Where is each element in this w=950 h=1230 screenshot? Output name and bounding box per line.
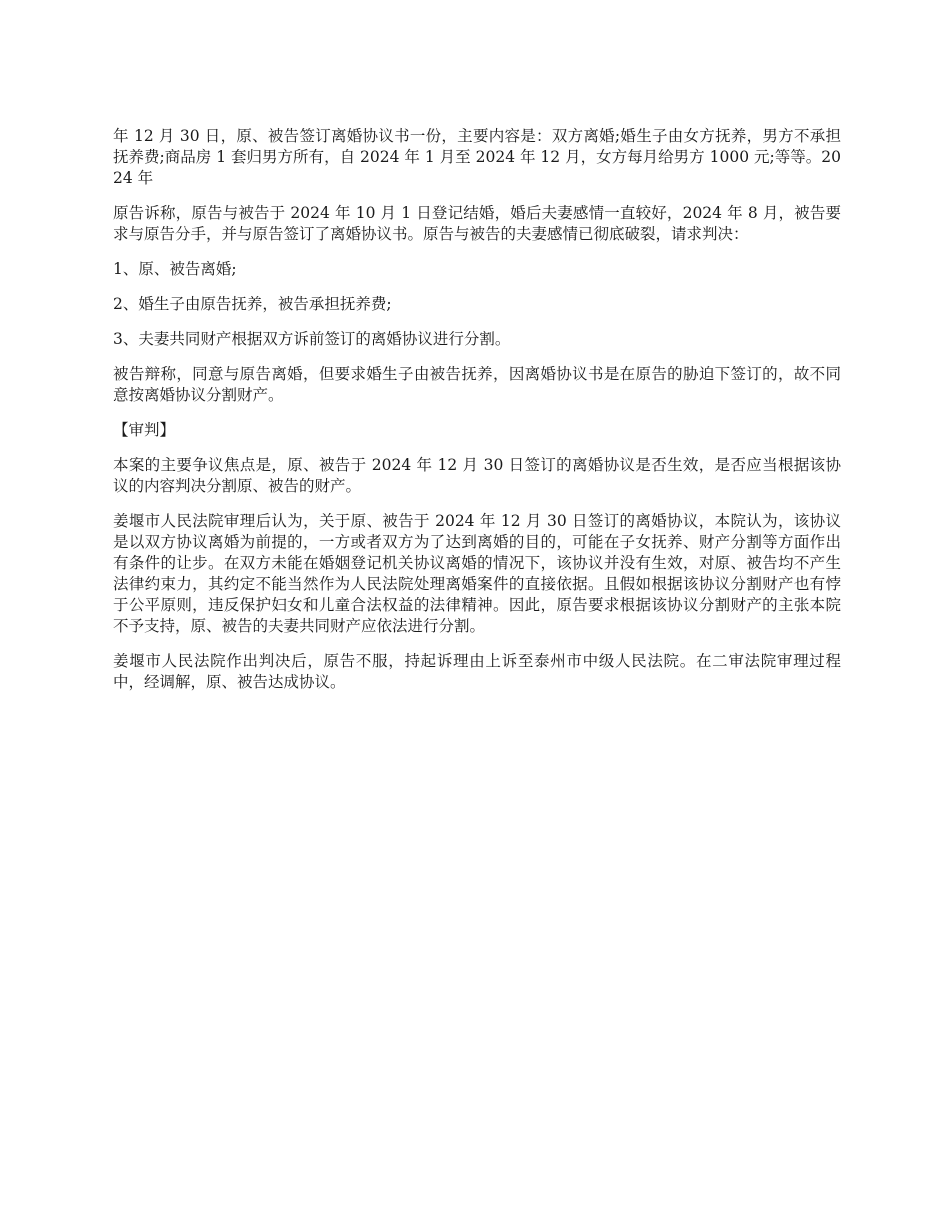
paragraph-appeal-outcome: 姜堰市人民法院作出判决后，原告不服，持起诉理由上诉至泰州市中级人民法院。在二审法院审理过程中，经调解，原、被告达成协议。 — [113, 652, 841, 691]
paragraph-court-opinion: 姜堰市人民法院审理后认为，关于原、被告于 2024 年 12 月 30 日签订的离婚协议，本院认为，该协议是以双方协议离婚为前提的，一方或者双方为了达到离婚的目的，可能在子女抚养、财产分割等方面作出有条件的让步。在双方未能在婚姻登记机关协议离婚的情况下，该协议并没有生效，对原、被告均不产生法律约束力，其约定不能当然作为人民法院处理离婚案件的直接依据。且假如根据该协议分割财产也有悖于公平原则，违反保护妇女和儿童合法权益的法律精神。因此，原告要求根据该协议分割财产的主张本院不予支持，原、被告的夫妻共同财产应依法进行分割。 — [113, 512, 841, 635]
section-heading-judgment: 【审判】 — [113, 421, 176, 439]
paragraph-defendant-defense: 被告辩称，同意与原告离婚，但要求婚生子由被告抚养，因离婚协议书是在原告的胁迫下签订的，故不同意按离婚协议分割财产。 — [113, 365, 841, 404]
paragraph-plaintiff-claim: 原告诉称，原告与被告于 2024 年 10 月 1 日登记结婚，婚后夫妻感情一直较好，2024 年 8 月，被告要求与原告分手，并与原告签订了离婚协议书。原告与被告的夫妻感情已彻底破裂，请求判决： — [113, 204, 841, 243]
claim-item-1: 1、原、被告离婚; — [113, 260, 237, 278]
document-body — [113, 126, 841, 707]
claim-item-2: 2、婚生子由原告抚养，被告承担抚养费; — [113, 295, 392, 313]
claim-item-3: 3、夫妻共同财产根据双方诉前签订的离婚协议进行分割。 — [113, 330, 511, 348]
paragraph-dispute-focus: 本案的主要争议焦点是，原、被告于 2024 年 12 月 30 日签订的离婚协议是否生效，是否应当根据该协议的内容判决分割原、被告的财产。 — [113, 456, 841, 495]
paragraph-agreement-content: 年 12 月 30 日，原、被告签订离婚协议书一份，主要内容是：双方离婚;婚生子由女方抚养，男方不承担抚养费;商品房 1 套归男方所有，自 2024 年 1 月至 2024 年 12 月，女方每月给男方 1000 元;等等。2024 年 — [113, 127, 841, 187]
